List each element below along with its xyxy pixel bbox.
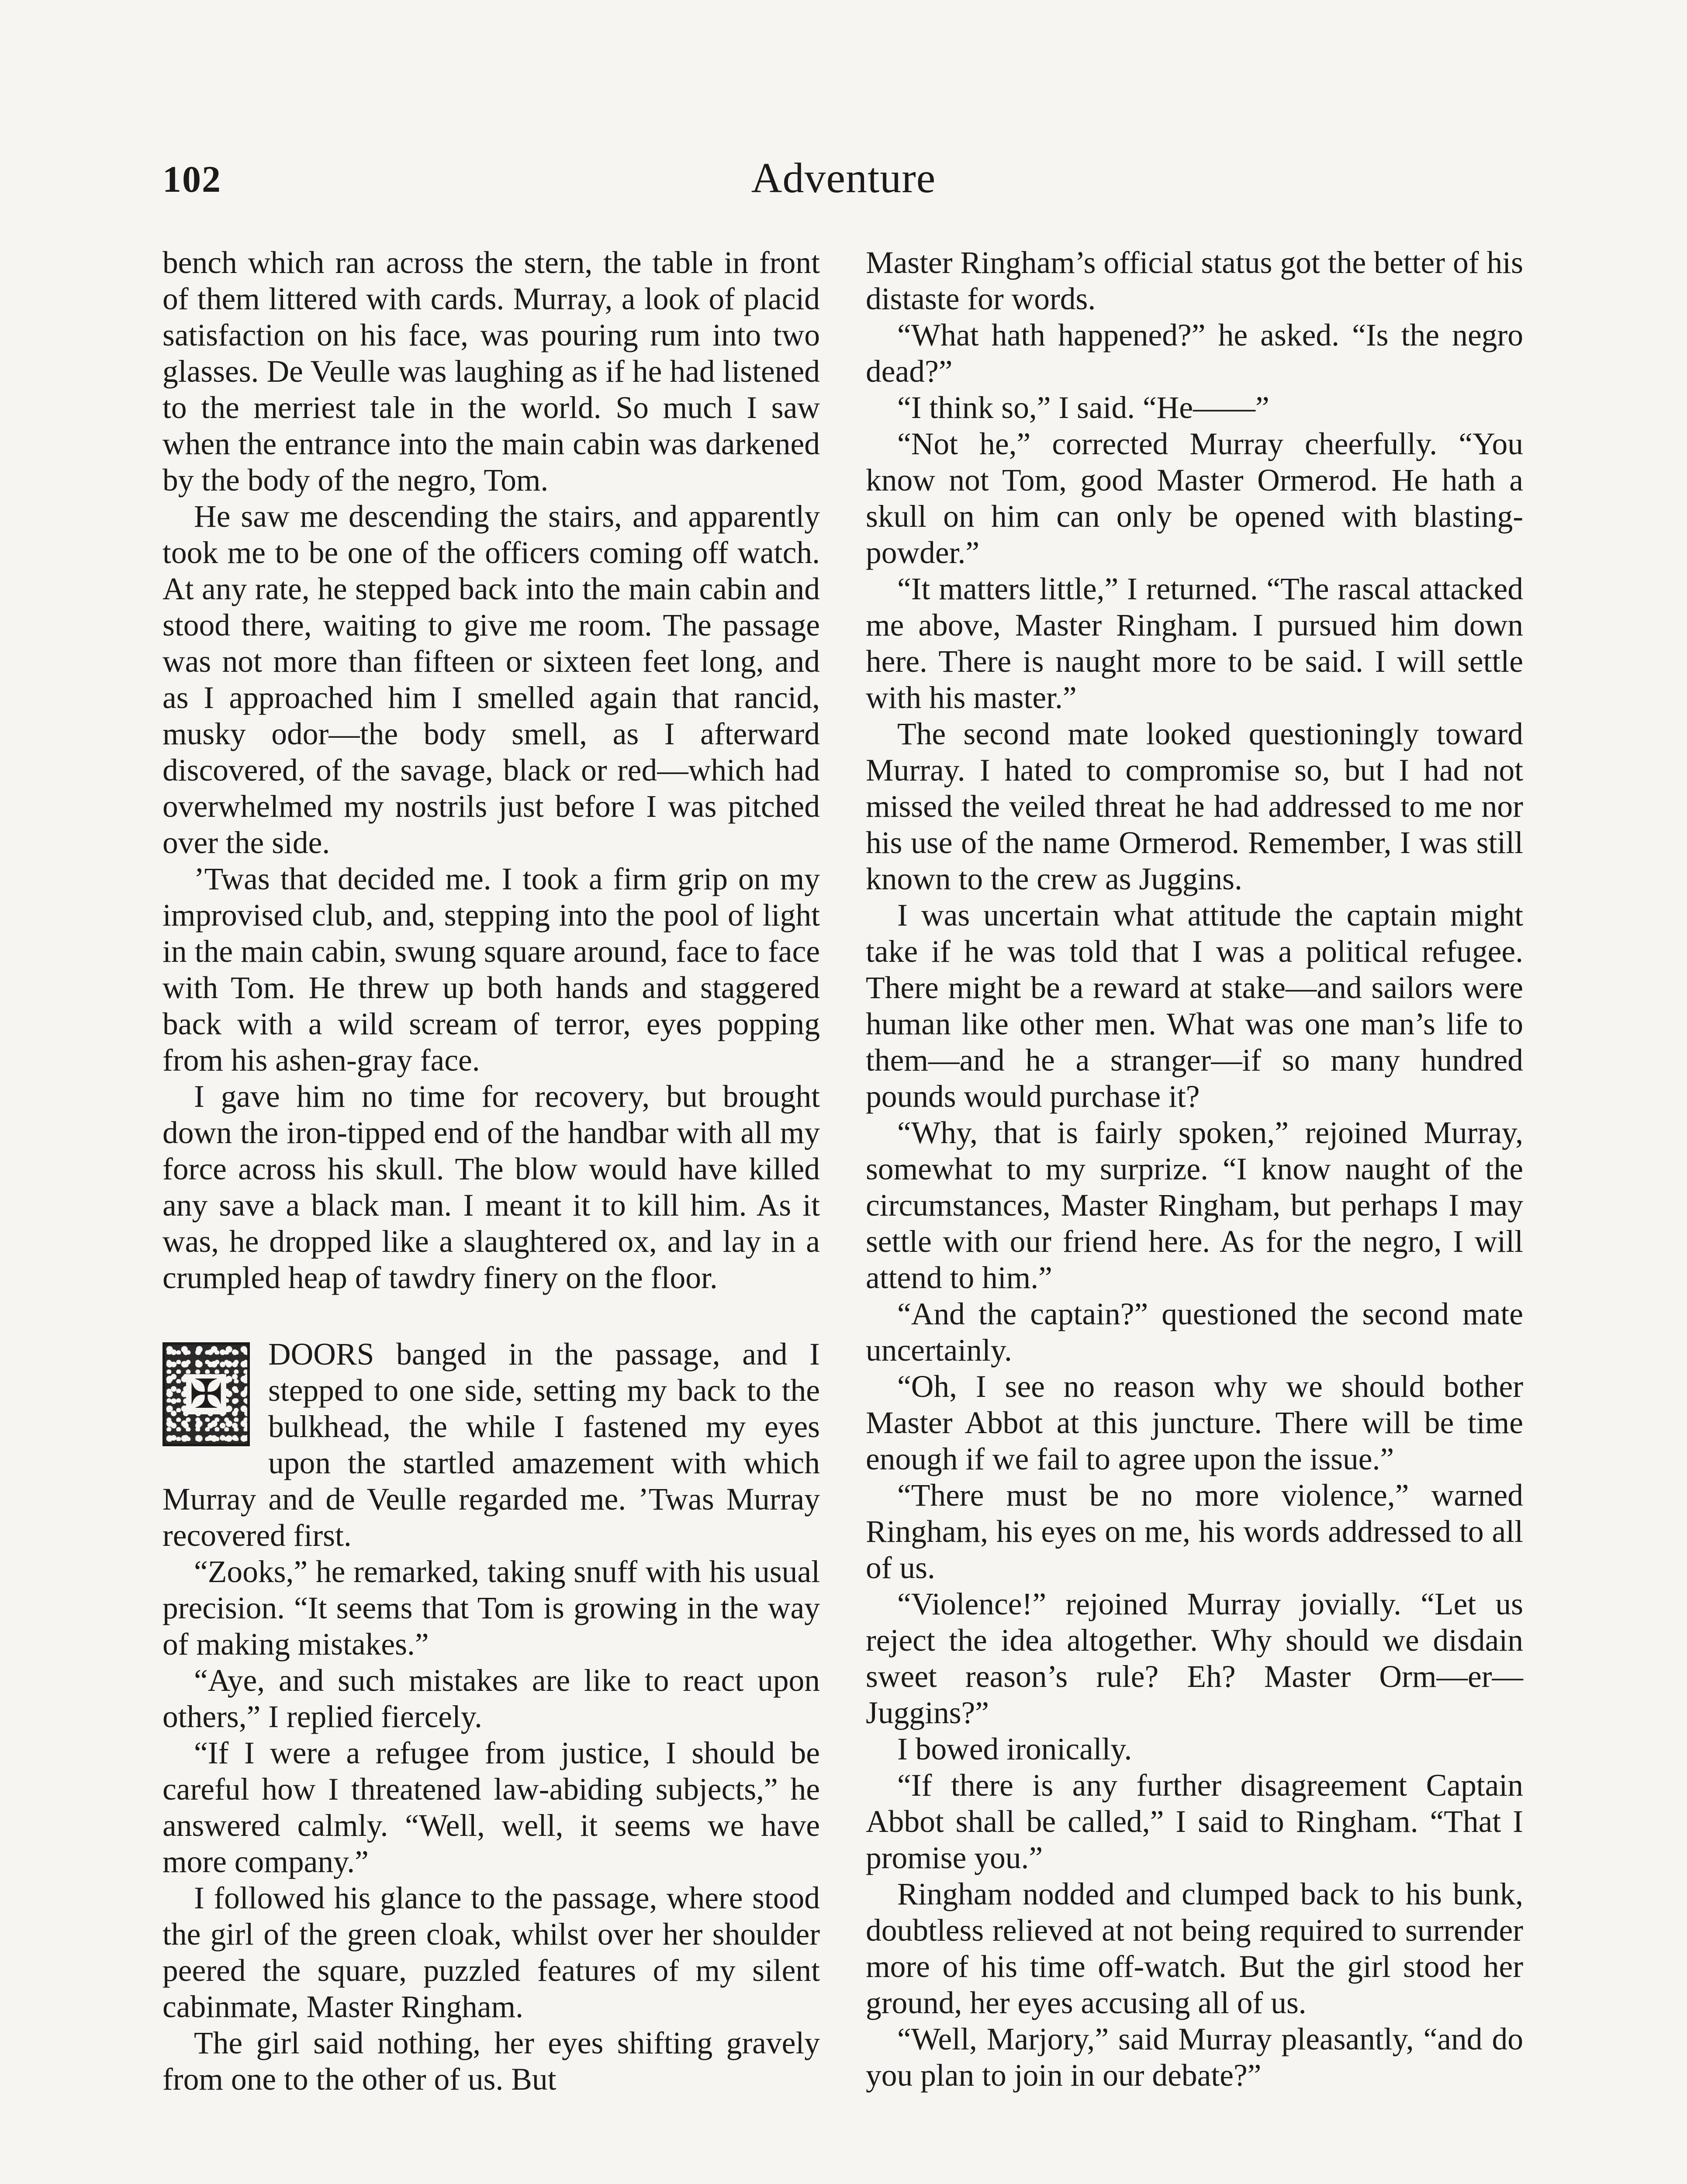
paragraph: I bowed ironically. [897,1732,1132,1766]
right-column [866,245,1523,2094]
paragraph: “I think so,” I said. “He——” [897,390,1269,425]
section-opening-text: DOORS banged in the passage, and I stepped to one side, setting my back to the bulkhead, the while I fastened my eyes upon the startled amazement with which Murray and de Veulle regarded me. ’Twas Murray recovered first. [162,1337,820,1553]
paragraph: I was uncertain what attitude the captain might take if he was told that I was a political refugee. There might be a reward at stake—and sailors were human like other men. What was one man’s life to them—and he a stranger—if so many hundred pounds would purchase it? [866,898,1523,1114]
paragraph: Ringham nodded and clumped back to his bunk, doubtless relieved at not being required to surrender more of his time off-watch. But the girl stood her ground, her eyes accusing all of us. [866,1877,1523,2020]
paragraph: I followed his glance to the passage, where stood the girl of the green cloak, whilst over her shoulder peered the square, puzzled features of my silent cabinmate, Master Ringham. [162,1881,820,2024]
paragraph: “Aye, and such mistakes are like to react upon others,” I replied fiercely. [162,1663,820,1734]
left-column [162,245,820,2098]
paragraph: The second mate looked questioningly toward Murray. I hated to compromise so, but I had not missed the veiled threat he had addressed to me nor his use of the name Ormerod. Remember, I was still known to the crew as Juggins. [866,717,1523,896]
paragraph: He saw me descending the stairs, and apparently took me to be one of the officers coming off watch. At any rate, he stepped back into the main cabin and stood there, waiting to give me room. The passage was not more than fifteen or sixteen feet long, and as I approached him I smelled again that rancid, musky odor—the body smell, as I afterward discovered, of the savage, black or red—which had overwhelmed my nostrils just before I was pitched over the side. [162,499,820,860]
paragraph: ’Twas that decided me. I took a firm grip on my improvised club, and, stepping into the pool of light in the main cabin, swung square around, face to face with Tom. He threw up both hands and staggered back with a wild scream of terror, eyes popping from his ashen-gray face. [162,862,820,1078]
paragraph: bench which ran across the stern, the table in front of them littered with cards. Murray, a look of placid satisfaction on his face, was pouring rum into two glasses. De Veulle was laughing as if he had listened to the merriest tale in the world. So much I saw when the entrance into the main cabin was darkened by the body of the negro, Tom. [162,245,820,498]
paragraph: “Not he,” corrected Murray cheerfully. “You know not Tom, good Master Ormerod. He hath a skull on him can only be opened with blasting-powder.” [866,427,1523,570]
paragraph: “If I were a refugee from justice, I should be careful how I threatened law-abiding subjects,” he answered calmly. “Well, well, it seems we have more company.” [162,1736,820,1879]
paragraph: “Zooks,” he remarked, taking snuff with his usual precision. “It seems that Tom is growing in the way of making mistakes.” [162,1555,820,1662]
paragraph: “And the captain?” questioned the second mate uncertainly. [866,1297,1523,1368]
paragraph: I gave him no time for recovery, but brought down the iron-tipped end of the handbar with all my force across his skull. The blow would have killed any save a black man. I meant it to kill him. As it was, he dropped like a slaughtered ox, and lay in a crumpled heap of tawdry finery on the floor. [162,1079,820,1295]
paragraph: Master Ringham’s official status got the better of his distaste for words. [866,245,1523,316]
paragraph: “There must be no more violence,” warned Ringham, his eyes on me, his words addressed to all of us. [866,1478,1523,1585]
paragraph: “Oh, I see no reason why we should bother Master Abbot at this juncture. There will be time enough if we fail to agree upon the issue.” [866,1369,1523,1476]
paragraph: “Violence!” rejoined Murray jovially. “Let us reject the idea altogether. Why should we disdain sweet reason’s rule? Eh? Master Orm—er—Juggins?” [866,1587,1523,1730]
running-head-title: Adventure [751,155,936,202]
paragraph: “What hath happened?” he asked. “Is the negro dead?” [866,318,1523,389]
paragraph: “It matters little,” I returned. “The rascal attacked me above, Master Ringham. I pursued him down here. There is naught more to be said. I will settle with his master.” [866,572,1523,715]
page-number: 102 [162,158,221,200]
ornamental-initial-icon: ✠ [162,1342,250,1446]
paragraph: The girl said nothing, her eyes shifting gravely from one to the other of us. But [162,2026,820,2097]
section-opening-paragraph [162,1336,820,1554]
paragraph: “If there is any further disagreement Captain Abbot shall be called,” I said to Ringham. “That I promise you.” [866,1768,1523,1875]
paragraph: “Why, that is fairly spoken,” rejoined Murray, somewhat to my surprize. “I know naught of the circumstances, Master Ringham, but perhaps I may settle with our friend here. As for the negro, I will attend to him.” [866,1116,1523,1295]
paragraph: “Well, Marjory,” said Murray pleasantly, “and do you plan to join in our debate?” [866,2022,1523,2093]
